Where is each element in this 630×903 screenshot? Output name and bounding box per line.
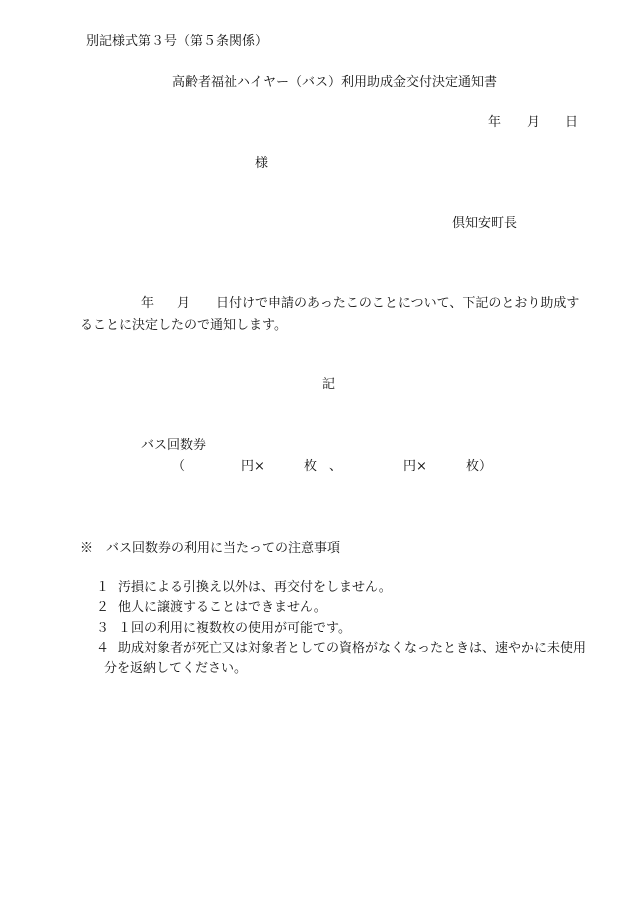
ticket-count-2: 枚） [466, 459, 493, 474]
note-number: ２ [96, 600, 110, 615]
ki-heading: 記 [322, 377, 336, 392]
ticket-count-1: 枚 [304, 459, 318, 474]
date-month-label: 月 [527, 115, 541, 130]
body-year-label: 年 [141, 296, 155, 311]
recipient-suffix: 様 [255, 156, 269, 171]
note-item [96, 640, 586, 658]
body-month-label: 月 [177, 296, 191, 311]
date-year-label: 年 [488, 115, 502, 130]
note-number: １ [96, 580, 110, 595]
note-number: ４ [96, 641, 110, 656]
ticket-open-paren: （ [172, 459, 186, 474]
note-item [96, 620, 351, 638]
note-number: ３ [96, 621, 110, 636]
notes-heading: ※ バス回数券の利用に当たっての注意事項 [80, 541, 341, 556]
document-title: 高齢者福祉ハイヤー（バス）利用助成金交付決定通知書 [172, 75, 498, 90]
note-text: 助成対象者が死亡又は対象者としての資格がなくなったときは、速やかに未使用 [118, 641, 587, 656]
note-text: 他人に譲渡することはできません。 [118, 600, 327, 615]
note-text: １回の利用に複数枚の使用が可能です。 [118, 621, 351, 636]
note-item [96, 599, 327, 617]
body-text-line1: 日付けで申請のあったこのことについて、下記のとおり助成す [216, 296, 580, 311]
issuer-name: 倶知安町長 [452, 216, 518, 231]
ticket-yen-2: 円× [403, 459, 427, 474]
note-text-continuation: 分を返納してください。 [104, 661, 248, 676]
date-day-label: 日 [565, 115, 579, 130]
form-number: 別記様式第３号（第５条関係） [86, 34, 269, 49]
ticket-separator: 、 [329, 459, 343, 474]
ticket-label: バス回数券 [141, 438, 207, 453]
note-text: 汚損による引換え以外は、再交付をしません。 [118, 580, 392, 595]
ticket-yen-1: 円× [241, 459, 265, 474]
note-item [96, 579, 392, 597]
body-text-line2: ることに決定したので通知します。 [80, 318, 287, 333]
